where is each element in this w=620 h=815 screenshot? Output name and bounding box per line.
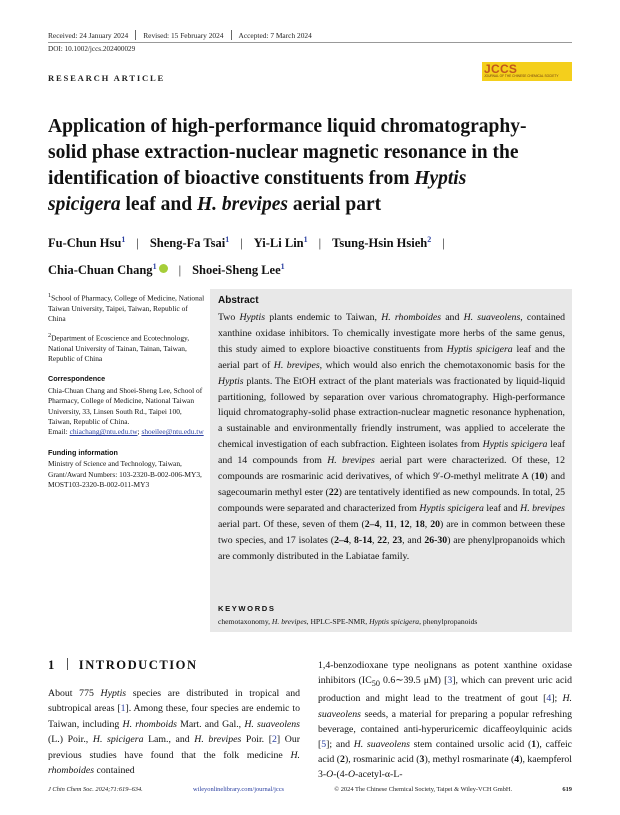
orcid-icon[interactable] — [159, 264, 168, 273]
title-line: solid phase extraction-nuclear magnetic resonance in the — [48, 142, 519, 163]
author-divider: | — [240, 236, 243, 251]
author-name[interactable]: Shoei-Sheng Lee — [192, 263, 281, 278]
abs-text: and — [441, 312, 464, 323]
body-italic: Hyptis — [100, 688, 127, 699]
email-link[interactable]: chiachang@ntu.edu.tw — [69, 427, 138, 437]
compound-number: 1 — [531, 738, 537, 750]
section-number: 1 — [48, 658, 56, 672]
abs-text: , — [387, 534, 393, 546]
abs-text: , — [379, 518, 385, 530]
abs-italic: H. rhomboides — [381, 312, 442, 323]
abs-text: leaf and — [483, 502, 521, 514]
abs-text: , — [409, 518, 415, 530]
abs-text: plants endemic to Taiwan, — [265, 312, 382, 323]
author-affil-sup[interactable]: 2 — [427, 235, 432, 244]
title-italic: Hyptis — [414, 168, 467, 189]
keyword: Hyptis spicigera — [369, 617, 420, 626]
body-text: About 775 — [48, 688, 101, 699]
section-title: INTRODUCTION — [78, 658, 198, 672]
title-line: Application of high-performance liquid chromatography- — [48, 116, 527, 137]
abs-italic: Hyptis spicigera — [446, 343, 513, 355]
author-divider: | — [136, 236, 139, 251]
section-heading-introduction — [48, 658, 198, 673]
body-text: Lam., and — [143, 734, 195, 746]
article-title — [48, 114, 572, 218]
abs-text: leaf and the aerial part of — [218, 343, 565, 371]
abs-text: , which would also enrich the chemotaxonomic basis for the — [319, 359, 565, 371]
author-name[interactable]: Yi-Li Lin — [253, 236, 304, 251]
abs-text: Two — [218, 312, 240, 323]
author-divider: | — [178, 263, 182, 278]
date-divider — [135, 30, 136, 40]
body-text: ), rosmarinic acid ( — [344, 754, 420, 766]
author-list — [48, 228, 572, 282]
compound-number: 10 — [534, 471, 545, 483]
body-italic: O — [326, 769, 334, 781]
abs-text: , and — [402, 534, 425, 546]
intro-column-right — [318, 658, 572, 783]
body-text: stem contained ursolic acid ( — [409, 738, 532, 750]
abs-text: leaf and 14 compounds from — [218, 439, 565, 467]
citation-link[interactable]: 5 — [321, 738, 327, 750]
keyword: , phenylpropanoids — [419, 617, 478, 626]
correspondence-heading: Correspondence — [48, 374, 106, 384]
body-italic: H. suaveolens — [244, 718, 300, 730]
footer-citation: J Chin Chem Soc. 2024;71:619–634. — [48, 786, 143, 793]
abs-italic: H. brevipes — [520, 502, 565, 514]
compound-number: 12 — [399, 518, 410, 530]
abs-text: ) are phenylpropanoids which are commonly distributed in the Labiatae family. — [218, 534, 565, 562]
body-text: ], which can prevent uric acid production and might lead to the treatment of gout [ — [318, 675, 572, 705]
title-italic: spicigera — [48, 194, 121, 215]
body-italic: O — [347, 769, 356, 781]
abs-text: , — [348, 534, 355, 546]
compound-number: 11 — [384, 518, 395, 530]
compound-number: 2 — [340, 754, 345, 766]
compound-number: 23 — [392, 534, 403, 546]
affiliation-text: School of Pharmacy, College of Medicine, National Taiwan University, Taipei, Taiwan, Republic of China — [48, 293, 205, 324]
author-affil-sup[interactable]: 1 — [225, 235, 230, 244]
article-type-label: RESEARCH ARTICLE — [48, 73, 166, 83]
header-rule — [48, 42, 572, 43]
abs-text: ) are tentatively identified as new compounds. In total, 25 compounds were separated and characterized from — [218, 486, 565, 514]
compound-number: 8-14 — [354, 534, 372, 546]
affiliation-text: Department of Ecoscience and Ecotechnology, National University of Tainan, Tainan, Taiwan, Republic of China — [48, 333, 190, 363]
compound-number: 26-30 — [424, 534, 448, 546]
funding-text: Ministry of Science and Technology, Taiwan, Grant/Award Numbers: 103-2320-B-002-006-MY3, MOST103-2320-B-002-011-MY3 — [48, 459, 202, 490]
abs-text: aerial part. Of these, seven of them ( — [218, 518, 365, 530]
author-affil-sup[interactable]: 1 — [121, 235, 126, 244]
author-affil-sup[interactable]: 1 — [303, 235, 308, 244]
abs-italic: H. suaveolens — [463, 312, 521, 323]
title-line: identification of bioactive constituents from — [48, 168, 415, 189]
abs-text: ) and sagecoumarin methyl ester ( — [218, 471, 565, 498]
body-subscript: 50 — [371, 679, 380, 689]
doi: DOI: 10.1002/jccs.202400029 — [48, 45, 136, 53]
body-text: ]. Among these, four species are endemic to Taiwan, including — [48, 703, 300, 730]
compound-number: 2–4 — [364, 518, 380, 530]
correspondence-text: Chia-Chuan Chang and Shoei-Sheng Lee, School of Pharmacy, College of Medicine, National Taiwan University, 33, Linsen South Rd., Taipei 100, Taiwan, Republic of China. — [48, 385, 203, 426]
body-italic: H. rhomboides — [48, 749, 300, 777]
article-dates — [48, 30, 312, 40]
title-italic: H. brevipes — [196, 194, 288, 215]
body-text: (L.) Poir., — [48, 734, 93, 746]
journal-logo-text: JCCS — [484, 62, 518, 76]
page-number: 619 — [562, 786, 572, 793]
footer-journal-link[interactable]: wileyonlinelibrary.com/journal/jccs — [193, 786, 285, 793]
affiliation-sidebar — [48, 291, 206, 496]
email-separator: ; — [137, 427, 142, 437]
author-divider: | — [442, 236, 445, 251]
date-divider — [231, 30, 232, 40]
compound-number: 2–4 — [334, 534, 349, 546]
footer-copyright: © 2024 The Chinese Chemical Society, Taipei & Wiley-VCH GmbH. — [334, 786, 513, 793]
abstract-heading: Abstract — [218, 295, 259, 306]
keywords-list — [218, 617, 477, 626]
affiliation-2 — [48, 331, 206, 365]
title-text: leaf and — [120, 194, 197, 215]
author-name[interactable]: Chia-Chuan Chang — [48, 263, 153, 278]
funding-heading: Funding information — [48, 447, 118, 457]
body-text: ), methyl rosmarinate ( — [424, 754, 515, 766]
abs-italic: H. brevipes — [327, 455, 375, 467]
compound-number: 18 — [414, 518, 425, 530]
body-text: 0.6∼39.5 μM) [ — [379, 675, 448, 687]
keyword: , HPLC-SPE-NMR, — [306, 617, 370, 626]
body-italic: H. suaveolens — [353, 738, 410, 750]
abs-italic: Hyptis — [218, 375, 244, 387]
intro-column-left — [48, 686, 300, 778]
author-name[interactable]: Fu-Chun Hsu — [48, 236, 122, 251]
section-divider — [67, 658, 68, 670]
body-text: 1,4-benzodioxane type neolignans as potent xanthine oxidase inhibitors (IC — [318, 660, 572, 687]
keyword: chemotaxonomy, — [218, 617, 272, 626]
body-text: ), kaempferol 3- — [318, 754, 572, 781]
body-text: Poir. [ — [241, 734, 272, 746]
affiliation-1 — [48, 291, 206, 325]
email-link[interactable]: shoeilee@ntu.edu.tw — [141, 427, 204, 437]
abs-italic: H. brevipes — [273, 359, 320, 371]
affiliation-sup: 2 — [48, 332, 52, 339]
body-italic: H. rhomboids — [122, 718, 177, 730]
author-divider: | — [318, 236, 322, 251]
email-label: Email: — [48, 427, 70, 437]
abs-italic: Hyptis spicigera — [482, 439, 548, 451]
body-text: -acetyl-α-L- — [355, 769, 403, 781]
compound-number: 22 — [328, 486, 339, 498]
abs-italic: Hyptis — [239, 312, 266, 323]
keyword: H. brevipes — [271, 617, 307, 626]
journal-logo-subtitle: JOURNAL OF THE CHINESE CHEMICAL SOCIETY — [484, 74, 559, 78]
abs-text: -methyl melitrate A ( — [450, 471, 535, 483]
body-text: contained — [94, 765, 135, 777]
abs-text: ) are in common between these two species, and 17 isolates ( — [218, 518, 565, 546]
abs-text: , — [424, 518, 431, 530]
page-footer — [48, 786, 572, 793]
body-text: ]; — [551, 693, 563, 705]
citation-link[interactable]: 3 — [447, 675, 453, 687]
author-name[interactable]: Sheng-Fa Tsai — [149, 236, 226, 251]
citation-link[interactable]: 2 — [271, 734, 277, 746]
body-text: species are distributed in tropical and subtropical areas [ — [48, 688, 300, 715]
abs-text: , contained xanthine oxidase inhibitors. To chemically investigate more herbs of the same genus, this study aimed to explore bioactive constituents from — [218, 312, 566, 355]
accepted-date: Accepted: 7 March 2024 — [238, 30, 312, 40]
author-affil-sup[interactable]: 1 — [152, 262, 157, 272]
keywords-heading: KEYWORDS — [218, 604, 276, 613]
body-italic: H. brevipes — [194, 734, 242, 746]
author-affil-sup[interactable]: 1 — [280, 262, 285, 272]
abs-text: aerial part were characterized. Of these, 12 compounds are rosmarinic acid derivatives, of which 9′- — [218, 455, 565, 483]
body-text: ]; and — [326, 738, 354, 750]
compound-number: 22 — [377, 534, 388, 546]
abs-text: plants. The EtOH extract of the plant materials was fractionated by liquid-liquid partitioning, followed by separation over various chromatography. High-performance liquid chromatography-solid phase extraction-nuclear magnetic resonance hyphenation, a sustainable and environmentally friendly instrument, was applied to accelerate the chemical investigation of each subfraction. Eighteen isolates from — [218, 375, 565, 451]
compound-number: 20 — [430, 518, 441, 530]
compound-number: 4 — [514, 754, 520, 766]
abs-text: , — [394, 518, 400, 530]
revised-date: Revised: 15 February 2024 — [143, 30, 224, 40]
correspondence-email — [48, 427, 206, 437]
body-text: seeds, a material for preparing a popular refreshing beverage, contained anti-hyperuricemic dicaffeoylquinic acids [ — [318, 708, 572, 750]
body-text: -(4- — [333, 769, 348, 781]
body-italic: H. spicigera — [92, 734, 144, 746]
compound-number: 3 — [419, 754, 425, 766]
abs-italic: Hyptis spicigera — [419, 502, 484, 514]
abstract-body — [218, 310, 565, 565]
body-text: ] Our previous studies have found that the folk medicine — [48, 734, 300, 761]
abs-text: , — [372, 534, 378, 546]
citation-link[interactable]: 4 — [546, 693, 552, 705]
journal-logo — [482, 62, 572, 81]
title-text: aerial part — [287, 194, 382, 215]
body-italic: H. suaveolens — [318, 693, 573, 720]
citation-link[interactable]: 1 — [120, 703, 126, 715]
author-name[interactable]: Tsung-Hsin Hsieh — [332, 236, 428, 251]
abs-italic: O — [443, 471, 451, 483]
body-text: ), caffeic acid ( — [318, 738, 573, 766]
body-text: Mart. and Gal., — [176, 718, 245, 730]
received-date: Received: 24 January 2024 — [48, 30, 129, 40]
affiliation-sup: 1 — [48, 293, 52, 299]
